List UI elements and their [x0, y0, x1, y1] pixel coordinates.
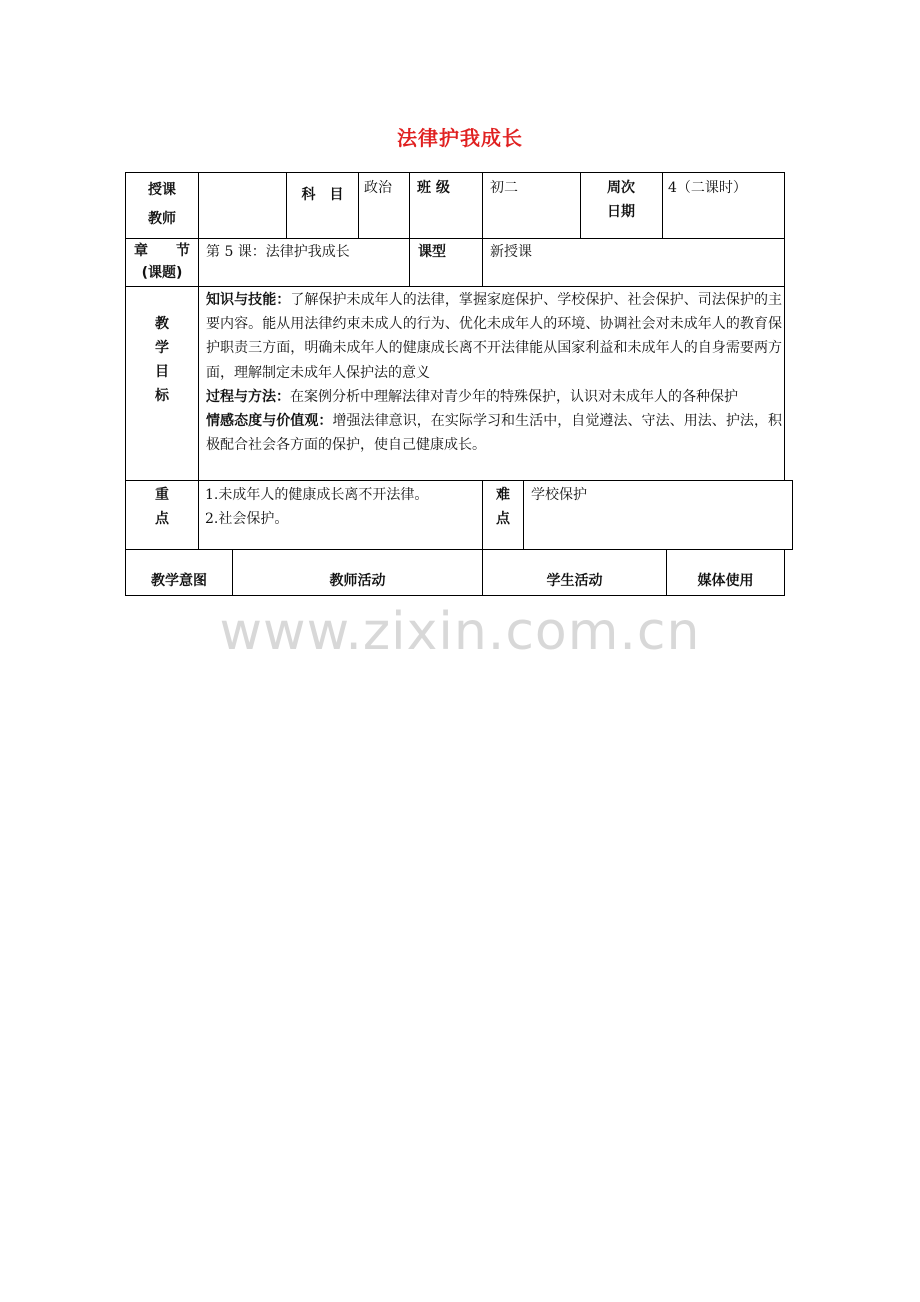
week-label: 周次 日期	[607, 180, 635, 220]
goal-emotion	[206, 409, 782, 457]
subject-value: 政治	[364, 180, 392, 196]
key-items	[205, 483, 481, 531]
goal-knowledge	[206, 288, 782, 385]
key-label-char: 重	[155, 487, 169, 503]
key-item: 2.社会保护。	[205, 511, 289, 527]
goal-knowledge-text: 了解保护未成年人的法律，掌握家庭保护、学校保护、社会保护、司法保护的主要内容。能从用法律约束未成人的行为、优化未成年人的环境、协调社会对未成年人的教育保护职责三方面，明确未成年人的健康成长离不开法律能从国家利益和未成年人的自身需要两方面，理解制定未成年人保护法的意义	[206, 292, 783, 381]
key-label-char: 点	[155, 511, 169, 527]
goals-label-char: 教	[155, 316, 169, 332]
difficult-label	[483, 483, 523, 531]
footer-teacher-activity: 教师活动	[329, 573, 386, 589]
goal-knowledge-label: 知识与技能：	[206, 292, 291, 308]
chapter-label-line-2: (课题)	[141, 265, 183, 281]
chapter-value: 第 5 课：法律护我成长	[206, 244, 350, 260]
footer-media: 媒体使用	[697, 573, 754, 589]
footer-intent: 教学意图	[151, 573, 207, 589]
goal-emotion-text: 增强法律意识，在实际学习和生活中，自觉遵法、守法、用法、护法，积极配合社会各方面的保护，使自己健康成长。	[206, 413, 783, 454]
chapter-label	[126, 240, 198, 284]
goals-label-char: 标	[155, 388, 169, 404]
class-value: 初二	[490, 180, 518, 196]
chapter-label-line-1: 章 节	[134, 243, 190, 259]
goals-label-char: 目	[155, 364, 169, 380]
key-item: 1.未成年人的健康成长离不开法律。	[205, 487, 429, 503]
footer-student-activity: 学生活动	[546, 573, 603, 589]
week-value: 4（二课时）	[668, 180, 747, 196]
watermark: www.zixin.com.cn	[219, 602, 701, 662]
type-label: 课型	[418, 244, 446, 260]
goals-content	[206, 288, 782, 457]
goals-label-char: 学	[155, 340, 169, 356]
subject-label: 科 目	[301, 187, 344, 203]
class-label: 班 级	[417, 180, 450, 196]
type-value: 新授课	[490, 244, 532, 260]
difficult-label-char: 难	[496, 487, 510, 503]
goals-label	[126, 312, 198, 408]
goal-emotion-label: 情感态度与价值观：	[206, 413, 333, 430]
page-title: 法律护我成长	[397, 126, 523, 150]
goal-process-text: 在案例分析中理解法律对青少年的特殊保护，认识对未成年人的各种保护	[290, 388, 738, 405]
key-label	[126, 483, 198, 531]
teacher-label: 授课 教师	[148, 182, 176, 227]
goal-process	[206, 385, 782, 409]
difficult-label-char: 点	[496, 511, 510, 527]
goal-process-label: 过程与方法：	[206, 388, 290, 405]
difficult-value: 学校保护	[531, 487, 587, 503]
